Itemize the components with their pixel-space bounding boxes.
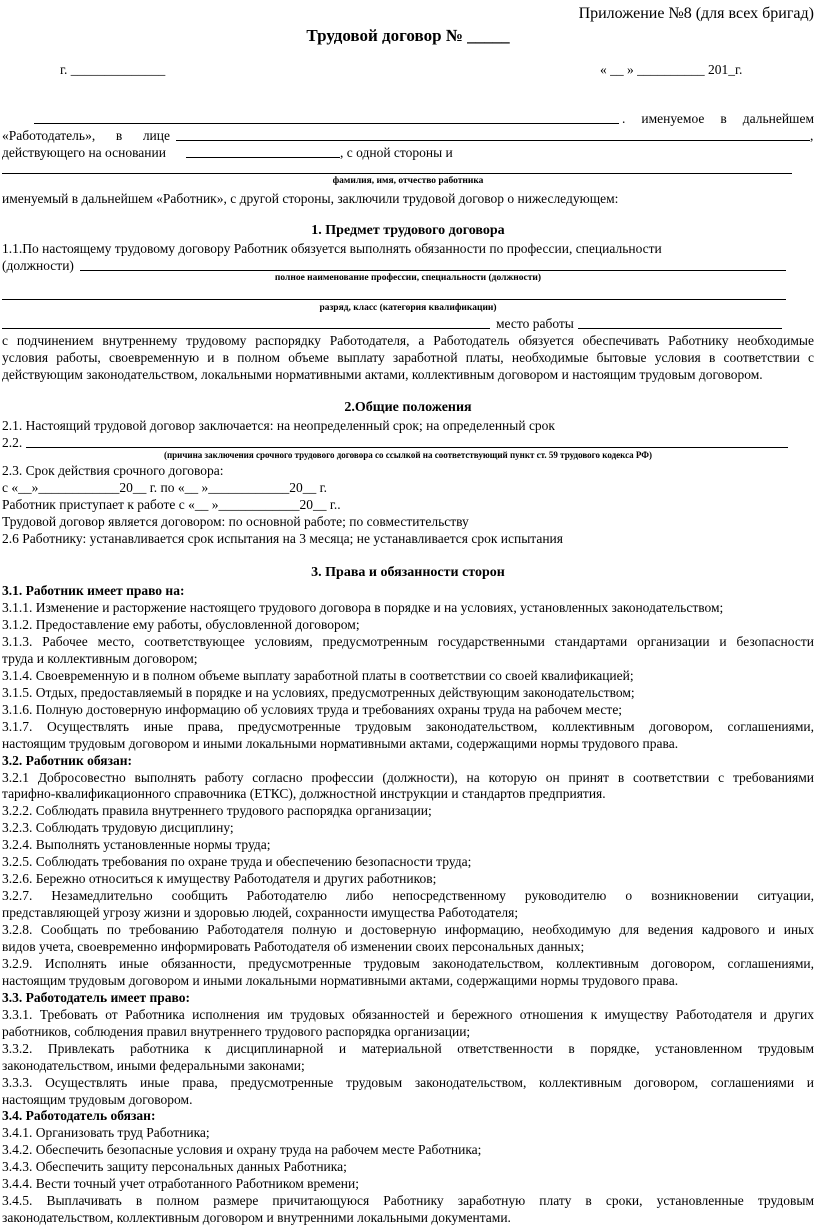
clause-line: 3.4.1. Организовать труд Работника; — [2, 1125, 210, 1141]
s2-line-6: Трудовой договор является договором: по основной работе; по совместительству — [2, 514, 469, 529]
subsection-heading: 3.2. Работник обязан: — [2, 752, 133, 768]
clause-line: 3.4.4. Вести точный учет отработанного Работником времени; — [2, 1176, 360, 1192]
s1-line-1: 1.1.По настоящему трудовому договору Работник обязуется выполнять обязанности по профессии, специальности — [2, 241, 662, 256]
employee-name-line[interactable] — [2, 173, 792, 174]
grade-line[interactable] — [2, 299, 786, 300]
clause-line: 3.1.4. Своевременную и в полном объеме выплату заработной платы в соответствии со своей квалификацией; — [2, 667, 634, 683]
clause-line: труда и коллективным договором; — [2, 650, 198, 666]
clause-line: 3.2.5. Соблюдать требования по охране труда и обеспечению безопасности труда; — [2, 854, 472, 870]
section-1-title: 1. Предмет трудового договора — [311, 223, 505, 238]
clause-line: законодательством, коллективным договором и внутренними локальными документами. — [2, 1210, 511, 1226]
clause-line: 3.1.1. Изменение и расторжение настоящего трудового договора в порядке и на условиях, установленных законодательством; — [2, 600, 724, 615]
profession-caption: полное наименование профессии, специальности (должности) — [274, 273, 542, 283]
preamble-line-2: «Работодатель», в лице — [2, 128, 170, 143]
preamble-line-1: . именуемое в дальнейшем — [622, 111, 814, 126]
workplace-line[interactable] — [578, 328, 782, 329]
grade-caption: разряд, класс (категория квалификации) — [319, 303, 497, 313]
s2-line-3: 2.3. Срок действия срочного договора: — [2, 463, 224, 478]
fixed-term-caption: (причина заключения срочного трудового договора со ссылкой на соответствующий пункт ст. 59 трудового кодекса РФ) — [163, 450, 653, 460]
fixed-term-reason-line[interactable] — [26, 447, 788, 448]
clause-line: 3.1.2. Предоставление ему работы, обусловленной договором; — [2, 616, 360, 632]
clause-line: настоящим трудовым договором. — [2, 1091, 193, 1107]
clause-line: настоящим трудовым договором и иными локальными нормативными актами, содержащими нормы трудового права. — [2, 972, 679, 988]
workplace-label: место работы — [496, 316, 574, 331]
s2-line-1: 2.1. Настоящий трудовой договор заключается: на неопределенный срок; на определенный срок — [2, 418, 555, 433]
clause-line: законодательством, иными федеральными законами; — [2, 1057, 305, 1073]
employer-name-line[interactable] — [34, 123, 619, 124]
clause-line: 3.1.5. Отдых, предоставляемый в порядке и на условиях, предусмотренных действующим законодательством; — [2, 684, 635, 700]
subsection-heading: 3.1. Работник имеет право на: — [2, 583, 185, 598]
profession-line[interactable] — [80, 270, 786, 271]
preamble-line-3: действующего на основании — [2, 145, 166, 160]
clause-line: 3.2.2. Соблюдать правила внутреннего трудового распорядка организации; — [2, 803, 432, 819]
clause-line: работников, соблюдения правил внутреннего трудового распорядка организации; — [2, 1023, 471, 1039]
clause-line: 3.3.1. Требовать от Работника исполнения им трудовых обязанностей и бережного отношения к имуществу Работодателя и других — [2, 1006, 814, 1022]
s1-line-6: условия работы, своевременную и в полном объеме выплату заработной платы, необходимые бытовые условия в соответствии с — [2, 350, 814, 365]
clause-line: представляющей угрозу жизни и здоровью людей, сохранности имущества Работодателя; — [2, 905, 519, 920]
clause-line: 3.2.6. Бережно относиться к имуществу Работодателя и других работников; — [2, 871, 437, 887]
basis-line[interactable] — [186, 157, 340, 158]
clause-line: 3.4.3. Обеспечить защиту персональных данных Работника; — [2, 1159, 347, 1175]
clause-line: 3.4.2. Обеспечить безопасные условия и охрану труда на рабочем месте Работника; — [2, 1142, 482, 1158]
s2-line-5: Работник приступает к работе с «__ »____________20__ г.. — [2, 497, 341, 512]
clause-line: 3.3.2. Привлекать работника к дисциплинарной и материальной ответственности в порядке, установленном трудовым — [2, 1040, 814, 1056]
s1-line-7: действующим законодательством, локальными нормативными актами, коллективным договором и настоящим трудовым договором. — [2, 367, 763, 382]
s2-line-2: 2.2. — [2, 435, 23, 450]
clause-line: 3.2.8. Сообщать по требованию Работодателя полную и достоверную информацию, необходимую для ведения кадрового и иных — [2, 922, 814, 937]
page-title: Трудовой договор № _____ — [306, 26, 510, 45]
clause-line: 3.2.1 Добросовестно выполнять работу согласно профессии (должности), на которую он принят в соответствии с требованиями — [2, 769, 814, 785]
preamble-line-3b: , с одной стороны и — [340, 145, 453, 160]
city-field[interactable]: г. ______________ — [60, 62, 166, 77]
preamble-comma: , — [810, 128, 814, 143]
clause-line: 3.2.3. Соблюдать трудовую дисциплину; — [2, 820, 234, 836]
s1-line-2: (должности) — [2, 258, 74, 273]
subsection-heading: 3.4. Работодатель обязан: — [2, 1108, 156, 1124]
clause-line: 3.1.3. Рабочее место, соответствующее условиям, предусмотренным государственными стандартами организации и безопасности — [2, 633, 814, 649]
section-2-title: 2.Общие положения — [344, 400, 472, 415]
preamble-line-5: именуемый в дальнейшем «Работник», с другой стороны, заключили трудовой договор о нижеследующем: — [2, 191, 619, 206]
representative-line[interactable] — [176, 140, 810, 141]
employee-name-caption: фамилия, имя, отчество работника — [332, 176, 484, 186]
subsection-heading: 3.3. Работодатель имеет право: — [2, 989, 190, 1005]
s2-line-7: 2.6 Работнику: устанавливается срок испытания на 3 месяца; не устанавливается срок испытания — [2, 531, 563, 546]
clause-line: 3.2.7. Незамедлительно сообщить Работодателю либо непосредственному руководителю о возникновении ситуации, — [2, 888, 814, 904]
clause-line: 3.3.3. Осуществлять иные права, предусмотренные трудовым законодательством, коллективным договором, соглашениями и — [2, 1074, 814, 1090]
s2-line-4: с «__»____________20__ г. по «__ »____________20__ г. — [2, 480, 327, 495]
clause-line: тарифно-квалификационного справочника (ЕТКС), должностной инструкции и стандартов предприятия. — [2, 786, 606, 802]
clause-line: 3.1.6. Полную достоверную информацию об условиях труда и требованиях охраны труда на рабочем месте; — [2, 701, 623, 717]
department-line[interactable] — [2, 328, 490, 329]
clause-line: 3.2.9. Исполнять иные обязанности, предусмотренные трудовым законодательством, коллективным договором, соглашениями, — [2, 955, 814, 971]
appendix-note: Приложение №8 (для всех бригад) — [578, 5, 814, 22]
clause-line: видов учета, своевременно информировать Работодателя об изменении своих персональных данных; — [2, 939, 585, 954]
clause-line: настоящим трудовым договором и иными локальными нормативными актами, содержащими нормы трудового права. — [2, 735, 679, 751]
s1-line-5: с подчинением внутреннему трудовому распорядку Работодателя, а Работодатель обязуется обеспечивать Работнику необходимые — [2, 333, 814, 348]
clause-line: 3.1.7. Осуществлять иные права, предусмотренные трудовым законодательством, коллективным договором, соглашениями, — [2, 718, 814, 734]
section-3-title: 3. Права и обязанности сторон — [311, 565, 505, 580]
clause-line: 3.4.5. Выплачивать в полном размере причитающуюся Работнику заработную плату в сроки, установленные трудовым — [2, 1193, 814, 1209]
date-field[interactable]: « __ » __________ 201_г. — [600, 62, 743, 77]
clause-line: 3.2.4. Выполнять установленные нормы труда; — [2, 837, 271, 853]
